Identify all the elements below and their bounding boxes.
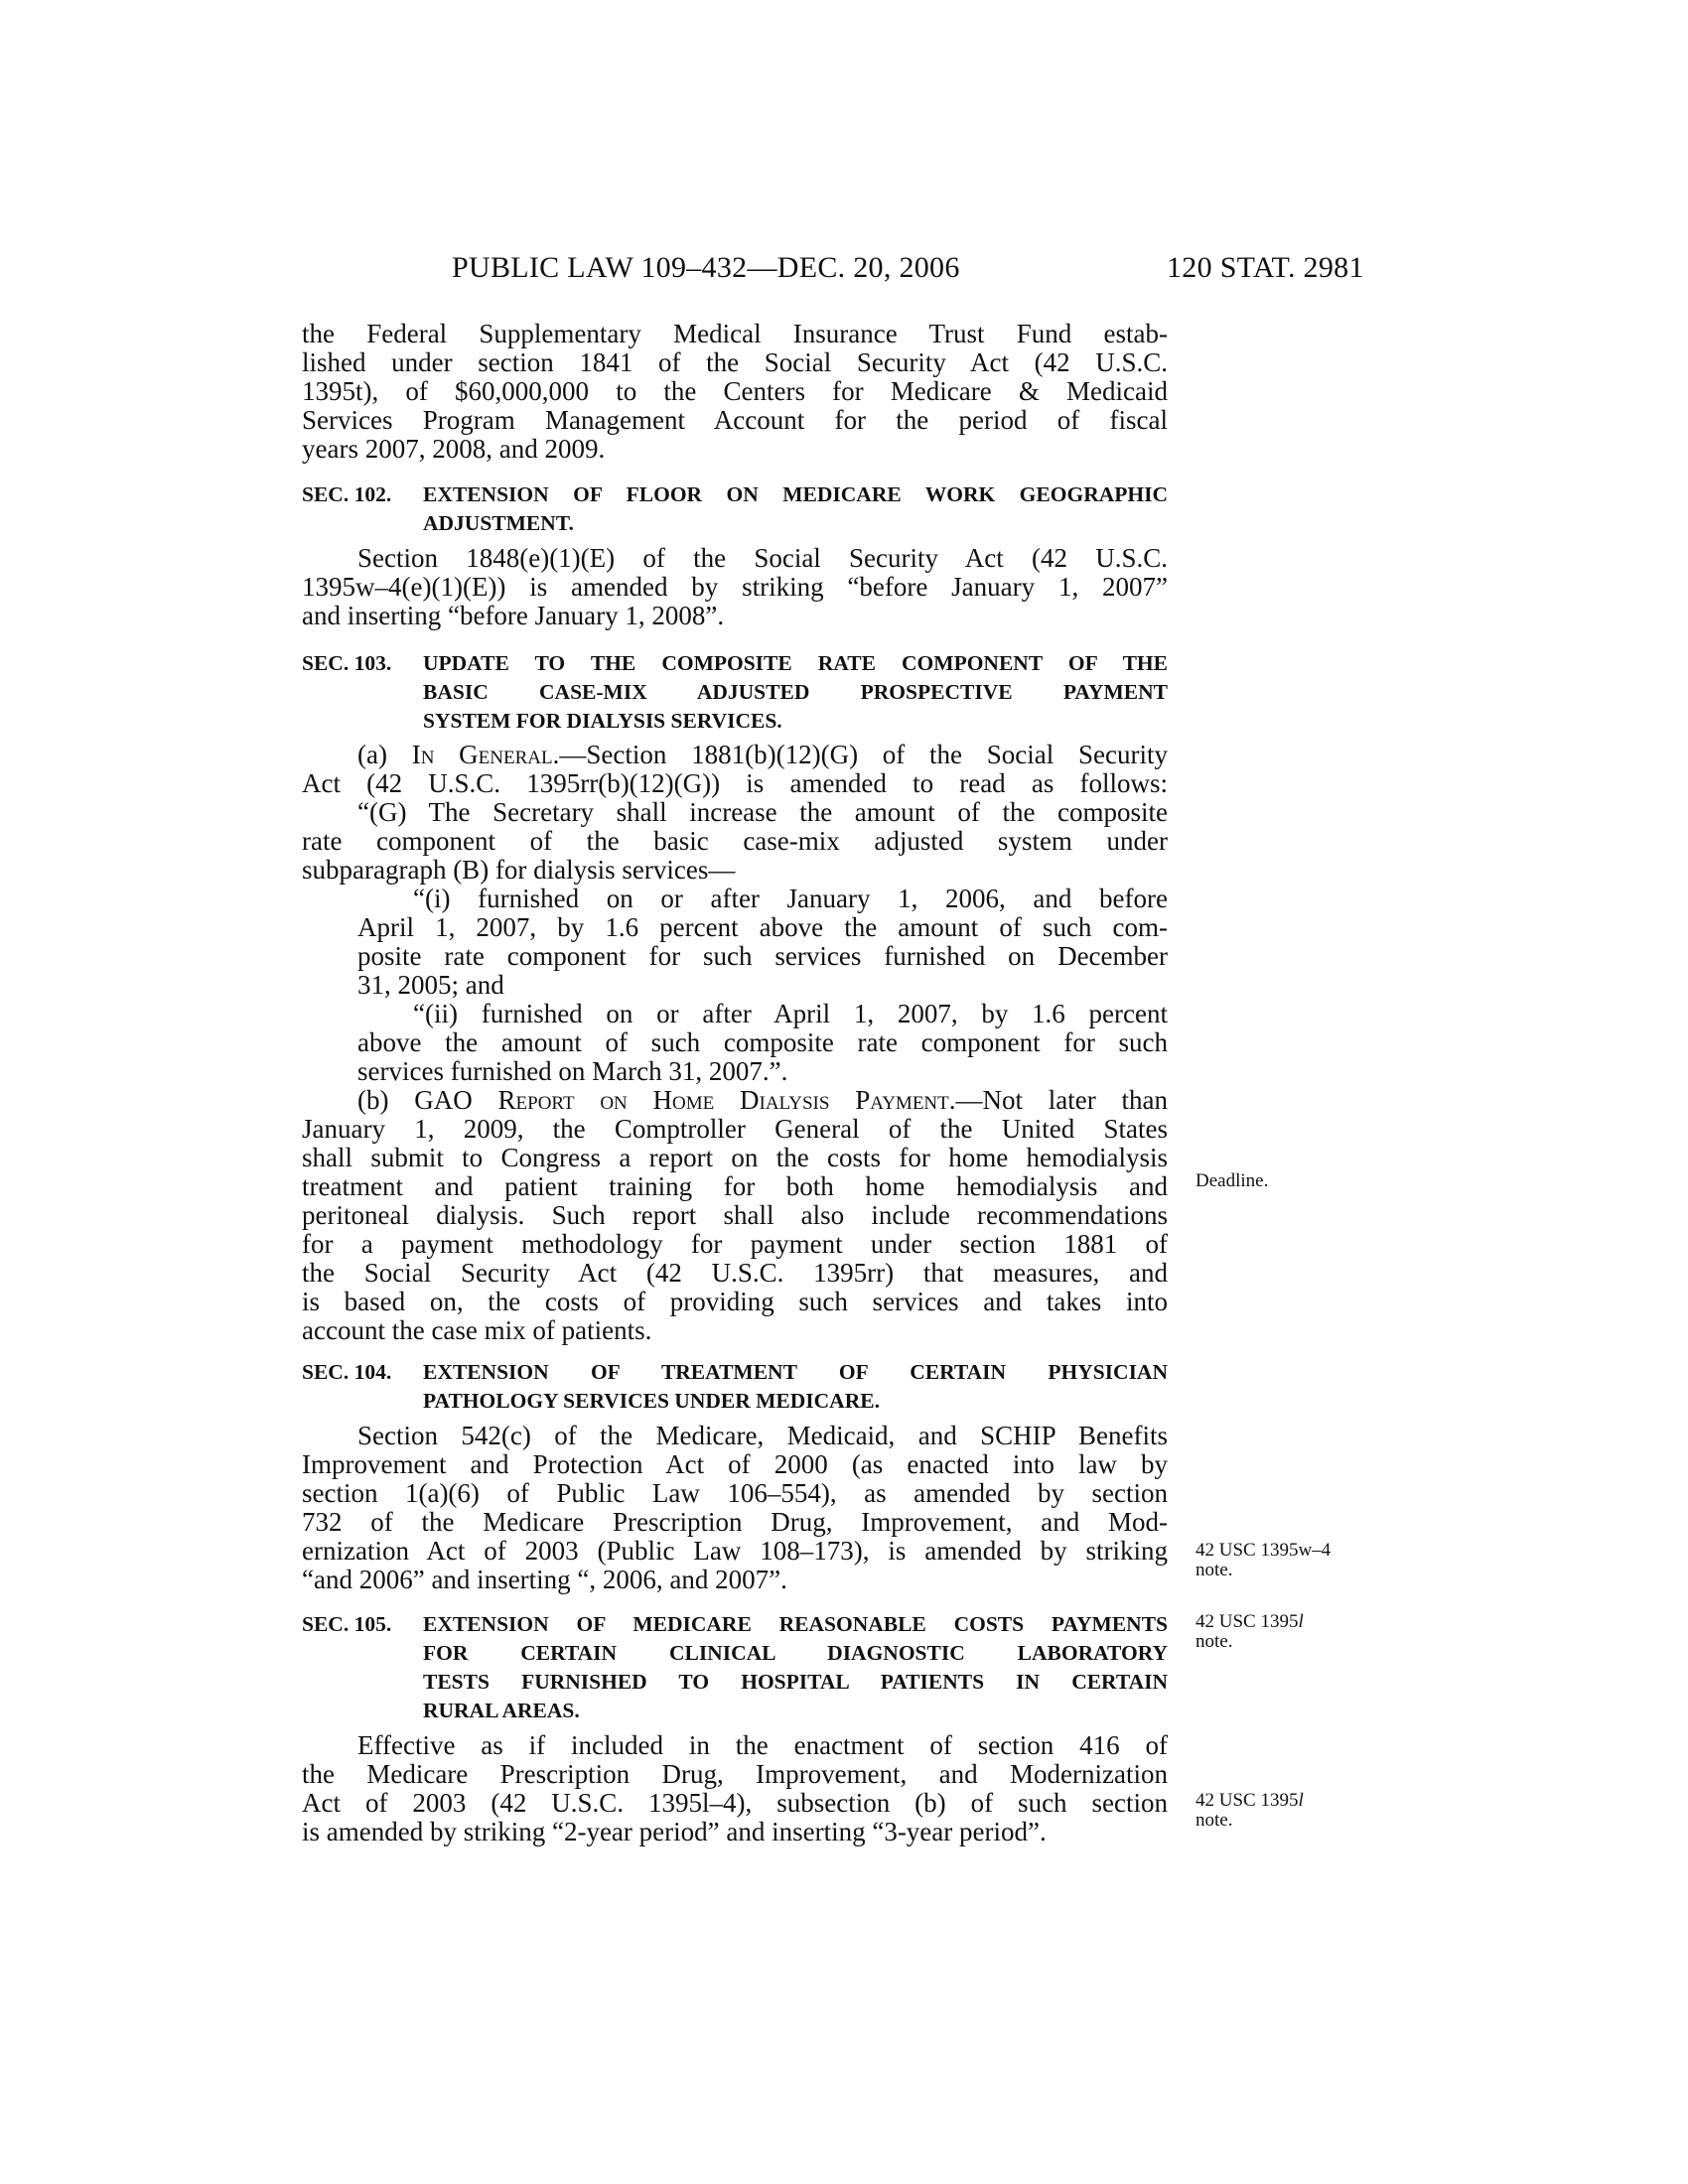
- section-heading-line: FOR CERTAIN CLINICAL DIAGNOSTIC LABORATORY: [423, 1641, 1168, 1665]
- margin-note-italic: l: [1298, 1790, 1304, 1811]
- clause-i-line: posite rate component for such services furnished on December: [357, 941, 1168, 971]
- intro-line: years 2007, 2008, and 2009.: [302, 434, 606, 464]
- clause-ii-line: above the amount of such composite rate component for such: [357, 1027, 1168, 1057]
- section-heading-line: UPDATE TO THE COMPOSITE RATE COMPONENT OF THE: [423, 651, 1168, 675]
- body-line: Act (42 U.S.C. 1395rr(b)(12)(G)) is amended to read as follows:: [302, 768, 1168, 798]
- intro-line: lished under section 1841 of the Social Security Act (42 U.S.C.: [302, 347, 1168, 377]
- margin-note-deadline: Deadline.: [1196, 1170, 1269, 1191]
- body-line: account the case mix of patients.: [302, 1315, 652, 1345]
- sec102-body: [302, 544, 1168, 630]
- body-line: section 1(a)(6) of Public Law 106–554), as amended by section: [302, 1478, 1168, 1508]
- quoted-g-line: subparagraph (B) for dialysis services—: [302, 855, 736, 885]
- clause-i-line: 31, 2005; and: [357, 970, 504, 1000]
- subsection-b-title: GAO Report on Home Dialysis Payment: [414, 1085, 949, 1115]
- margin-note-line: [1196, 1791, 1304, 1811]
- section-label: SEC. 103.: [302, 651, 392, 675]
- clause-i-line: “(i) furnished on or after January 1, 2006, and before: [413, 884, 1168, 913]
- body-line: treatment and patient training for both home hemodialysis and: [302, 1171, 1168, 1201]
- section-label: SEC. 102.: [302, 482, 392, 506]
- margin-note-line: [1196, 1612, 1304, 1632]
- body-line: Section 1848(e)(1)(E) of the Social Security Act (42 U.S.C.: [357, 543, 1168, 573]
- margin-note-italic: l: [1298, 1611, 1304, 1632]
- body-line: Effective as if included in the enactment of section 416 of: [357, 1730, 1168, 1760]
- section-heading-line: PATHOLOGY SERVICES UNDER MEDICARE.: [423, 1389, 880, 1413]
- body-line: peritoneal dialysis. Such report shall also include recommendations: [302, 1200, 1168, 1230]
- clause-ii-line: services furnished on March 31, 2007.”.: [357, 1056, 788, 1086]
- sec103-body: [302, 741, 1168, 1345]
- running-head-title: PUBLIC LAW 109–432—DEC. 20, 2006: [452, 251, 960, 284]
- margin-note-prefix: 42 USC 1395: [1196, 1611, 1299, 1632]
- subsection-a-title: In General: [411, 740, 553, 769]
- section-heading-line: EXTENSION OF FLOOR ON MEDICARE WORK GEOGRAPHIC: [423, 482, 1168, 506]
- section-heading-line: SYSTEM FOR DIALYSIS SERVICES.: [423, 709, 782, 733]
- body-line: the Medicare Prescription Drug, Improvement, and Modernization: [302, 1759, 1168, 1789]
- body-line: Act of 2003 (42 U.S.C. 1395l–4), subsection (b) of such section: [302, 1788, 1168, 1818]
- sec104-heading: [302, 1358, 1168, 1416]
- running-head-stat: 120 STAT. 2981: [1167, 251, 1364, 284]
- body-line: is amended by striking “2-year period” and inserting “3-year period”.: [302, 1817, 1047, 1846]
- intro-line: Services Program Management Account for the period of fiscal: [302, 405, 1168, 435]
- clause-ii-line: “(ii) furnished on or after April 1, 2007, by 1.6 percent: [413, 999, 1168, 1028]
- margin-note-prefix: 42 USC 1395: [1196, 1790, 1299, 1811]
- body-line: 1395w–4(e)(1)(E)) is amended by striking “before January 1, 2007”: [302, 572, 1168, 602]
- margin-note-line: note.: [1196, 1810, 1233, 1831]
- section-heading-line: ADJUSTMENT.: [423, 511, 574, 535]
- quoted-g-line: rate component of the basic case-mix adjusted system under: [302, 826, 1168, 856]
- section-heading-line: BASIC CASE-MIX ADJUSTED PROSPECTIVE PAYMENT: [423, 680, 1168, 704]
- section-heading-line: TESTS FURNISHED TO HOSPITAL PATIENTS IN CERTAIN: [423, 1670, 1168, 1694]
- subsection-a-rest: .—Section 1881(b)(12)(G) of the Social Security: [552, 740, 1168, 769]
- section-heading-line: EXTENSION OF MEDICARE REASONABLE COSTS PAYMENTS: [423, 1612, 1168, 1636]
- subsection-a-line: [302, 741, 1168, 769]
- subsection-b-prefix: (b): [357, 1085, 415, 1115]
- sec105-heading: [302, 1610, 1168, 1725]
- body-line: and inserting “before January 1, 2008”.: [302, 601, 725, 630]
- body-line: January 1, 2009, the Comptroller General of the United States: [302, 1114, 1168, 1144]
- section-label: SEC. 105.: [302, 1612, 392, 1636]
- body-line: 732 of the Medicare Prescription Drug, Improvement, and Mod-: [302, 1507, 1168, 1537]
- margin-note-usc-1395l-b: [1196, 1791, 1304, 1831]
- margin-note-line: 42 USC 1395w–4: [1196, 1540, 1332, 1561]
- section-heading-line: EXTENSION OF TREATMENT OF CERTAIN PHYSICIAN: [423, 1360, 1168, 1384]
- margin-note-line: note.: [1196, 1631, 1233, 1652]
- clause-i-line: April 1, 2007, by 1.6 percent above the amount of such com-: [357, 912, 1168, 942]
- body-line: Section 542(c) of the Medicare, Medicaid, and SCHIP Benefits: [357, 1421, 1168, 1450]
- body-line: “and 2006” and inserting “, 2006, and 2007”.: [302, 1565, 787, 1594]
- clause-i: [302, 885, 1168, 1086]
- intro-line: 1395t), of $60,000,000 to the Centers for Medicare & Medicaid: [302, 376, 1168, 406]
- body-line: the Social Security Act (42 U.S.C. 1395rr) that measures, and: [302, 1258, 1168, 1288]
- subsection-b-line: [302, 1086, 1168, 1115]
- subsection-a-prefix: (a): [357, 740, 412, 769]
- subsection-b-rest: .—Not later than: [948, 1085, 1168, 1115]
- sec105-body: [302, 1731, 1168, 1846]
- sec102-heading: [302, 480, 1168, 538]
- body-line: shall submit to Congress a report on the costs for home hemodialysis: [302, 1143, 1168, 1172]
- sec104-body: [302, 1422, 1168, 1594]
- quoted-g-line: “(G) The Secretary shall increase the amount of the composite: [357, 797, 1168, 827]
- margin-note-usc-1395w4: [1196, 1541, 1331, 1580]
- sec103-heading: [302, 649, 1168, 736]
- body-line: ernization Act of 2003 (Public Law 108–173), is amended by striking: [302, 1536, 1168, 1566]
- intro-paragraph: [302, 320, 1168, 464]
- section-label: SEC. 104.: [302, 1360, 392, 1384]
- margin-note-usc-1395l-a: [1196, 1612, 1304, 1652]
- body-line: for a payment methodology for payment under section 1881 of: [302, 1229, 1168, 1259]
- intro-line: the Federal Supplementary Medical Insurance Trust Fund estab-: [302, 319, 1168, 348]
- margin-note-line: note.: [1196, 1560, 1233, 1580]
- body-line: is based on, the costs of providing such services and takes into: [302, 1287, 1168, 1316]
- body-line: Improvement and Protection Act of 2000 (as enacted into law by: [302, 1449, 1168, 1479]
- section-heading-line: RURAL AREAS.: [423, 1699, 580, 1722]
